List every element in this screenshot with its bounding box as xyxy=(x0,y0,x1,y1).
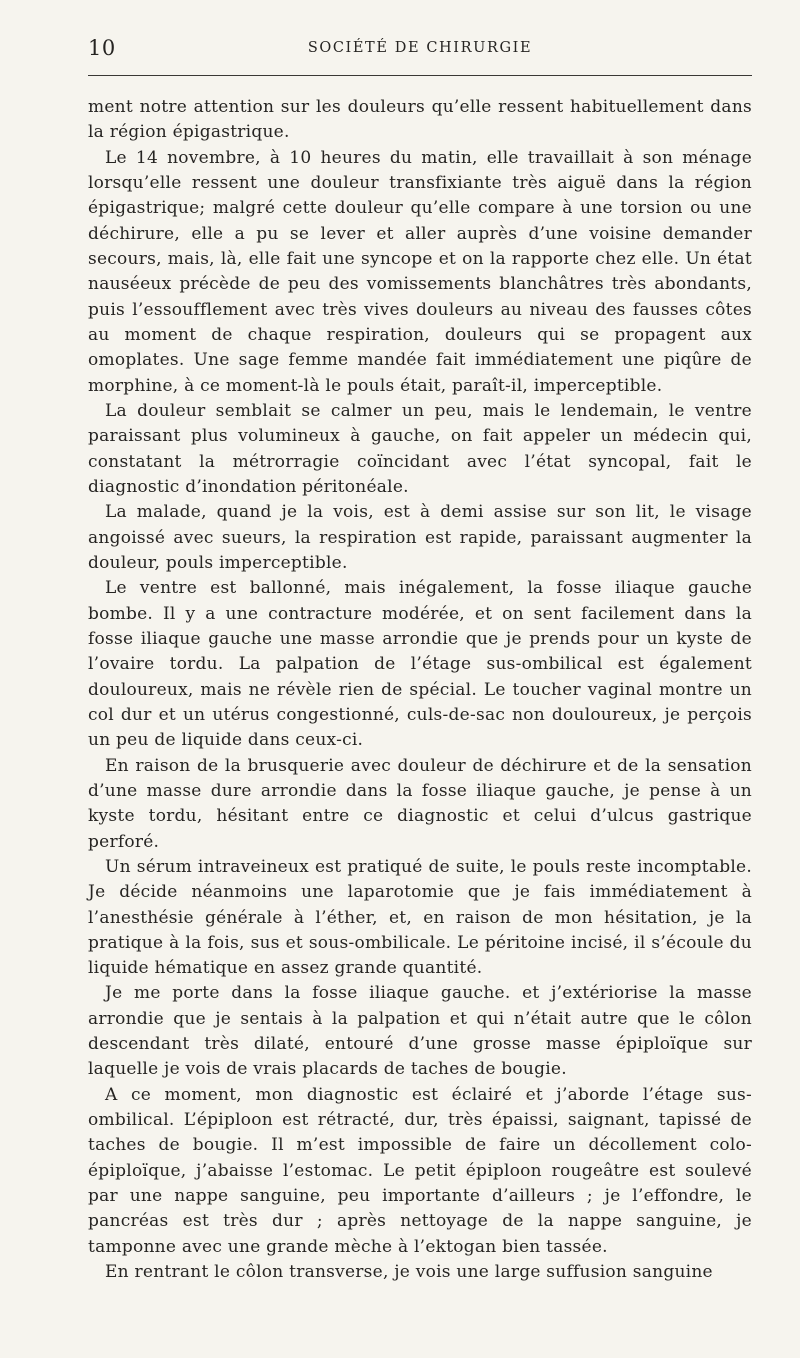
header-rule xyxy=(88,75,752,76)
paragraph-5: Le ventre est ballonné, mais inégalement, la fosse iliaque gauche bombe. Il y a une contracture modérée, et on sent facilement dans la fosse iliaque gauche une masse arrondie que je prends pour un kyste de l’ovaire tordu. La palpation de l’étage sus-ombilical est également douloureux, mais ne révèle rien de spécial. Le toucher vaginal montre un col dur et un utérus congestionné, culs-de-sac non douloureux, je perçois un peu de liquide dans ceux-ci. xyxy=(88,578,752,751)
paragraph-4: La malade, quand je la vois, est à demi assise sur son lit, le visage angoissé avec sueurs, la respiration est rapide, paraissant augmenter la douleur, pouls imperceptible. xyxy=(88,502,752,573)
page-number: 10 xyxy=(88,36,116,60)
paragraph-3: La douleur semblait se calmer un peu, mais le lendemain, le ventre paraissant plus volumineux à gauche, on fait appeler un médecin qui, constatant la métrorragie coïncidant avec l’état syncopal, fait le diagnostic d’inondation péritonéale. xyxy=(88,400,752,497)
paragraph-7: Un sérum intraveineux est pratiqué de suite, le pouls reste incomptable. Je décide néanmoins une laparotomie que je fais immédiatement à l’anesthésie générale à l’éther, et, en raison de mon hésitation, je la pratique à la fois, sus et sous-ombilicale. Le péritoine incisé, il s’écoule du liquide hématique en assez grande quantité. xyxy=(88,856,752,979)
paragraph-1: ment notre attention sur les douleurs qu’elle ressent habituellement dans la région épigastrique. xyxy=(88,97,752,143)
paragraph-10: En rentrant le côlon transverse, je vois une large suffusion sanguine xyxy=(105,1262,713,1283)
body-text xyxy=(88,95,752,1285)
paragraph-9: A ce moment, mon diagnostic est éclairé et j’aborde l’étage sus-ombilical. L’épiploon est rétracté, dur, très épaissi, saignant, tapissé de taches de bougie. Il m’est impossible de faire un décollement colo-épiploïque, j’abaisse l’estomac. Le petit épiploon rougeâtre est soulevé par une nappe sanguine, peu importante d’ailleurs ; je l’effondre, le pancréas est très dur ; après nettoyage de la nappe sanguine, je tamponne avec une grande mèche à l’ektogan bien tassée. xyxy=(88,1084,752,1257)
paragraph-6: En raison de la brusquerie avec douleur de déchirure et de la sensation d’une masse dure arrondie dans la fosse iliaque gauche, je pense à un kyste tordu, hésitant entre ce diagnostic et celui d’ulcus gastrique perforé. xyxy=(88,755,752,852)
running-title: SOCIÉTÉ DE CHIRURGIE xyxy=(307,40,533,56)
paragraph-8: Je me porte dans la fosse iliaque gauche. et j’extériorise la masse arrondie que je sentais à la palpation et qui n’était autre que le côlon descendant très dilaté, entouré d’une grosse masse épiploïque sur laquelle je vois de vrais placards de taches de bougie. xyxy=(88,983,752,1080)
book-page xyxy=(88,0,752,1358)
running-head xyxy=(88,34,752,62)
paragraph-2: Le 14 novembre, à 10 heures du matin, elle travaillait à son ménage lorsqu’elle ressent une douleur transfixiante très aiguë dans la région épigastrique; malgré cette douleur qu’elle compare à une torsion ou une déchirure, elle a pu se lever et aller auprès d’une voisine demander secours, mais, là, elle fait une syncope et on la rapporte chez elle. Un état nauséeux précède de peu des vomissements blanchâtres très abondants, puis l’essoufflement avec très vives douleurs au niveau des fausses côtes au moment de chaque respiration, douleurs qui se propagent aux omoplates. Une sage femme mandée fait immédiatement une piqûre de morphine, à ce moment-là le pouls était, paraît-il, imperceptible. xyxy=(88,147,752,396)
